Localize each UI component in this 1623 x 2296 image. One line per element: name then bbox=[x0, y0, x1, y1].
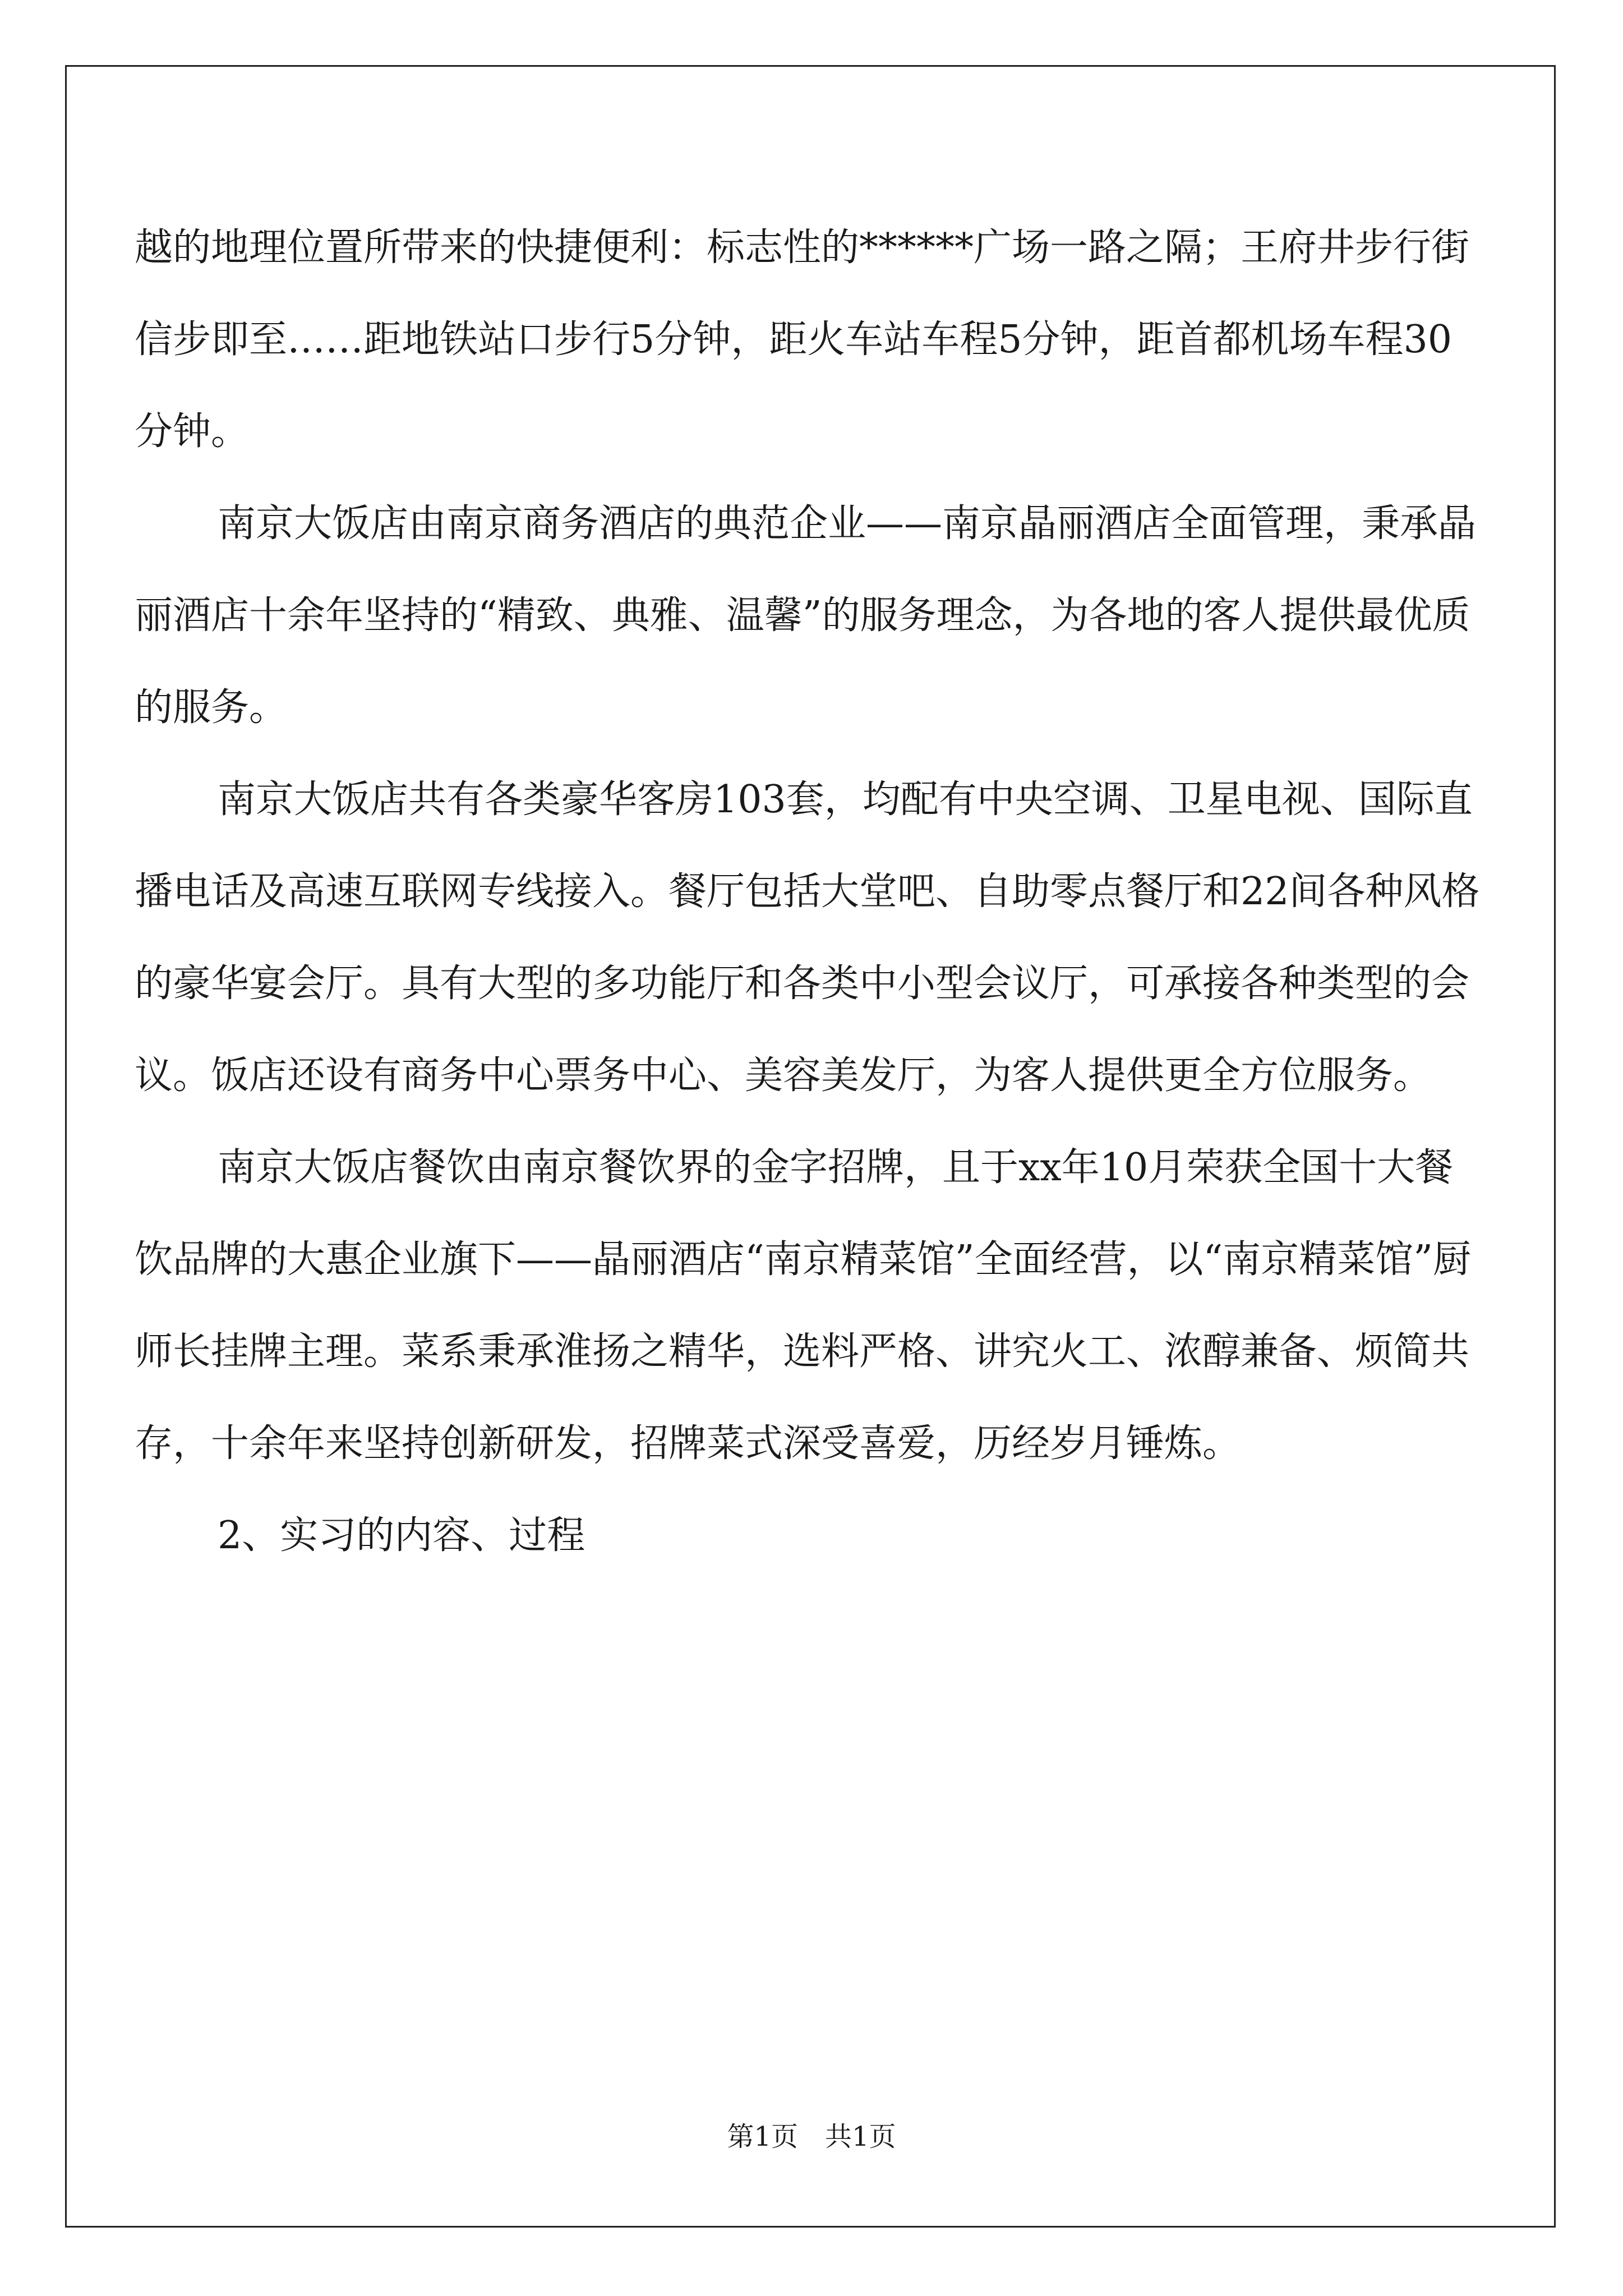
paragraph-facilities: 南京大饭店共有各类豪华客房103套，均配有中央空调、卫星电视、国际直播电话及高速互联网专线接入。餐厅包括大堂吧、自助零点餐厅和22间各种风格的豪华宴会厅。具有大型的多功能厅和各类中小型会议厅，可承接各种类型的会议。饭店还设有商务中心票务中心、美容美发厅，为客人提供更全方位服务。 bbox=[135, 777, 1480, 1098]
paragraph-location: 越的地理位置所带来的快捷便利：标志性的******广场一路之隔；王府井步行街信步即至……距地铁站口步行5分钟，距火车站车程5分钟，距首都机场车程30分钟。 bbox=[135, 226, 1470, 454]
section-heading: 2、实习的内容、过程 bbox=[218, 1513, 585, 1558]
paragraph-management: 南京大饭店由南京商务酒店的典范企业——南京晶丽酒店全面管理，秉承晶丽酒店十余年坚持的“精致、典雅、温馨”的服务理念，为各地的客人提供最优质的服务。 bbox=[135, 501, 1477, 730]
paragraph-dining: 南京大饭店餐饮由南京餐饮界的金字招牌，且于xx年10月荣获全国十大餐饮品牌的大惠企业旗下——晶丽酒店“南京精菜馆”全面经营，以“南京精菜馆”厨师长挂牌主理。菜系秉承淮扬之精华，选料严格、讲究火工、浓醇兼备、烦简共存，十余年来坚持创新研发，招牌菜式深受喜爱，历经岁月锤炼。 bbox=[135, 1145, 1472, 1466]
page-number-footer: 第1页 共1页 bbox=[727, 2121, 896, 2152]
document-body bbox=[135, 202, 1481, 1582]
